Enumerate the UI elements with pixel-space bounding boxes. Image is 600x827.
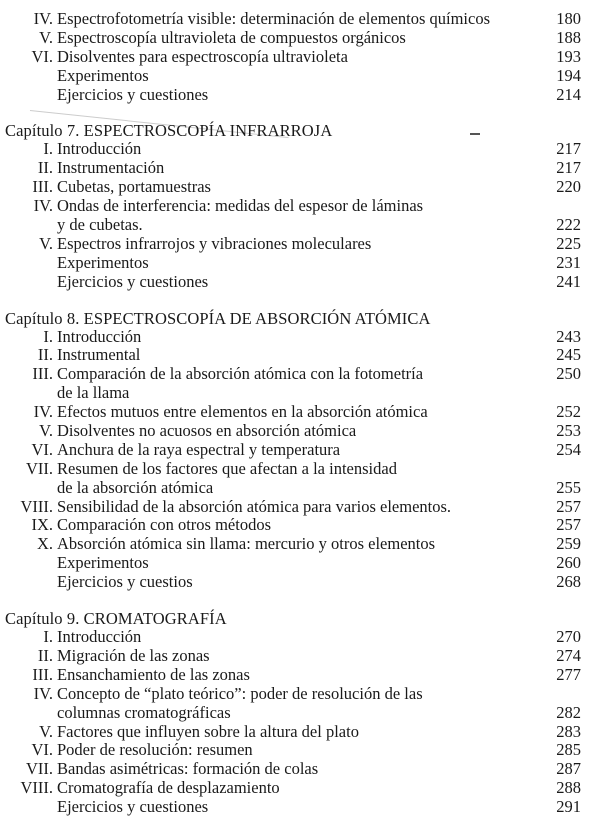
section-title: Bandas asimétricas: formación de colas [57, 759, 319, 779]
section-number: VI. [31, 740, 53, 760]
section-number: IV. [33, 9, 53, 28]
page-number [521, 197, 600, 216]
page-number: 274 [556, 645, 581, 665]
section-title: Resumen de los factores que afectan a la intensidad [57, 458, 397, 478]
section-title: Introducción [57, 627, 142, 647]
section-number: VII. [25, 759, 53, 779]
page-number: 220 [556, 177, 581, 197]
section-number: II. [37, 645, 53, 665]
section-number: II. [37, 158, 53, 178]
page-number: 231 [556, 252, 581, 272]
section-title: Anchura de la raya espectral y temperatura [57, 439, 341, 459]
page-number: 270 [556, 627, 581, 647]
section-number: IV. [33, 683, 53, 703]
page-number: 217 [556, 139, 581, 159]
page-number [521, 685, 600, 704]
page-number: 268 [556, 572, 581, 592]
section-number: V. [39, 233, 53, 253]
page-number: 250 [556, 364, 581, 384]
page-number: 254 [556, 439, 581, 459]
section-title: de la absorción atómica [57, 477, 214, 497]
section-number [0, 273, 57, 292]
section-title: columnas cromatográficas [57, 702, 231, 722]
toc-entry [0, 67, 600, 86]
page-number: 285 [556, 740, 581, 760]
section-title: Cromatografía de desplazamiento [57, 778, 280, 798]
page-number: 257 [556, 496, 581, 516]
toc-entry [0, 760, 600, 779]
section-title: y de cubetas. [57, 215, 143, 235]
chapter-section [0, 609, 600, 817]
toc-entry [0, 628, 600, 647]
toc-entry [0, 441, 600, 460]
section-number: VI. [31, 439, 53, 459]
toc-entry [0, 48, 600, 67]
toc-entry [0, 346, 600, 365]
chapter-title: Capítulo 9. CROMATOGRAFÍA [5, 609, 227, 629]
page-number: 291 [556, 797, 581, 817]
section-number: IV. [33, 196, 53, 216]
toc-entry [0, 666, 600, 685]
toc-entry [0, 573, 600, 592]
page-number: 252 [556, 402, 581, 422]
page-number: 283 [556, 721, 581, 741]
toc-entry [0, 10, 600, 29]
toc-entry [0, 328, 600, 347]
section-number: I. [43, 326, 53, 346]
section-title: Ejercicios y cuestiones [57, 271, 209, 291]
section-title: Experimentos [57, 252, 149, 272]
page-number: 193 [556, 46, 581, 66]
section-title: Espectroscopía ultravioleta de compuestos orgánicos [57, 27, 406, 47]
section-number: IX. [31, 515, 53, 535]
section-title: Efectos mutuos entre elementos en la absorción atómica [57, 402, 428, 422]
section-title: Experimentos [57, 553, 149, 573]
section-number [0, 216, 57, 235]
section-title: Migración de las zonas [57, 645, 210, 665]
section-title: Ejercicios y cuestiones [57, 84, 209, 104]
section-number [0, 554, 57, 573]
section-number: VIII. [20, 778, 53, 798]
section-title: Disolventes no acuosos en absorción atómica [57, 421, 357, 441]
chapter-section [0, 121, 600, 291]
page-number: 257 [556, 515, 581, 535]
section-number: VIII. [20, 496, 53, 516]
section-number: V. [39, 27, 53, 47]
chapter-title: Capítulo 7. ESPECTROSCOPÍA INFRARROJA [5, 121, 333, 141]
section-number: III. [32, 177, 53, 197]
toc-entry [0, 86, 600, 105]
section-title: Introducción [57, 326, 142, 346]
section-number [0, 479, 57, 498]
section-number: III. [32, 664, 53, 684]
toc-entry [0, 498, 600, 517]
toc-entry [0, 554, 600, 573]
toc-entry [0, 647, 600, 666]
section-number [0, 254, 57, 273]
section-number [0, 67, 57, 86]
section-number: I. [43, 139, 53, 159]
page-number: 282 [556, 702, 581, 722]
section-title: Comparación de la absorción atómica con la fotometría [57, 364, 424, 384]
page-number: 222 [556, 215, 581, 235]
toc-entry [0, 723, 600, 742]
section-title: Instrumentación [57, 158, 165, 178]
page-number: 243 [556, 326, 581, 346]
page-number: 255 [556, 477, 581, 497]
page-number: 288 [556, 778, 581, 798]
section-number: V. [39, 421, 53, 441]
toc-entry [0, 535, 600, 554]
page-number: 217 [556, 158, 581, 178]
page-number: 259 [556, 534, 581, 554]
section-title: Disolventes para espectroscopía ultravioleta [57, 46, 348, 66]
section-title: Ejercicios y cuestiones [57, 797, 209, 817]
section-title: Poder de resolución: resumen [57, 740, 253, 760]
section-title: Ondas de interferencia: medidas del espesor de láminas [57, 196, 424, 216]
chapter-title: Capítulo 8. ESPECTROSCOPÍA DE ABSORCIÓN ATÓMICA [5, 308, 431, 328]
toc-entry [0, 216, 600, 235]
page-number: 260 [556, 553, 581, 573]
chapter-section [0, 10, 600, 104]
page-number: 277 [556, 664, 581, 684]
toc-entry [0, 704, 600, 723]
toc-entry [0, 741, 600, 760]
section-number: I. [43, 627, 53, 647]
page-number [521, 384, 600, 403]
page-number: 225 [556, 233, 581, 253]
section-title: Factores que influyen sobre la altura del plato [57, 721, 359, 741]
section-title: Sensibilidad de la absorción atómica para varios elementos. [57, 496, 452, 516]
section-number [0, 384, 57, 403]
section-title: Ensanchamiento de las zonas [57, 664, 250, 684]
section-title: Absorción atómica sin llama: mercurio y otros elementos [57, 534, 436, 554]
page-number: 241 [556, 271, 581, 291]
toc-entry [0, 159, 600, 178]
section-number: V. [39, 721, 53, 741]
section-title: de la llama [57, 383, 130, 403]
toc-entry [0, 29, 600, 48]
section-title: Introducción [57, 139, 142, 159]
section-title: Concepto de “plato teórico”: poder de resolución de las [57, 683, 423, 703]
toc-entry [0, 235, 600, 254]
toc-entry [0, 384, 600, 403]
toc-entry [0, 403, 600, 422]
page-number: 245 [556, 345, 581, 365]
toc-entry [0, 422, 600, 441]
section-number: II. [37, 345, 53, 365]
section-number: VII. [25, 458, 53, 478]
table-of-contents [0, 10, 600, 817]
page-number: 180 [556, 9, 581, 28]
page-number: 287 [556, 759, 581, 779]
toc-entry [0, 516, 600, 535]
toc-entry [0, 365, 600, 384]
toc-entry [0, 479, 600, 498]
section-number: VI. [31, 46, 53, 66]
toc-entry [0, 254, 600, 273]
toc-entry [0, 273, 600, 292]
section-title: Instrumental [57, 345, 141, 365]
section-title: Experimentos [57, 65, 149, 85]
section-number [0, 573, 57, 592]
section-number: III. [32, 364, 53, 384]
page-number: 214 [556, 84, 581, 104]
page-number: 194 [556, 65, 581, 85]
toc-entry [0, 798, 600, 817]
section-number [0, 798, 57, 817]
section-title: Espectros infrarrojos y vibraciones moleculares [57, 233, 372, 253]
section-number: IV. [33, 402, 53, 422]
page-number: 253 [556, 421, 581, 441]
section-number [0, 704, 57, 723]
toc-entry [0, 460, 600, 479]
chapter-section [0, 309, 600, 592]
page-number: 188 [556, 27, 581, 47]
section-title: Espectrofotometría visible: determinación de elementos químicos [57, 9, 490, 28]
toc-entry [0, 685, 600, 704]
section-title: Cubetas, portamuestras [57, 177, 211, 197]
section-number [0, 86, 57, 105]
toc-entry [0, 779, 600, 798]
toc-entry [0, 197, 600, 216]
section-title: Ejercicios y cuestios [57, 572, 193, 592]
section-title: Comparación con otros métodos [57, 515, 272, 535]
toc-entry [0, 178, 600, 197]
page-number [521, 460, 600, 479]
section-number: X. [36, 534, 53, 554]
toc-entry [0, 140, 600, 159]
